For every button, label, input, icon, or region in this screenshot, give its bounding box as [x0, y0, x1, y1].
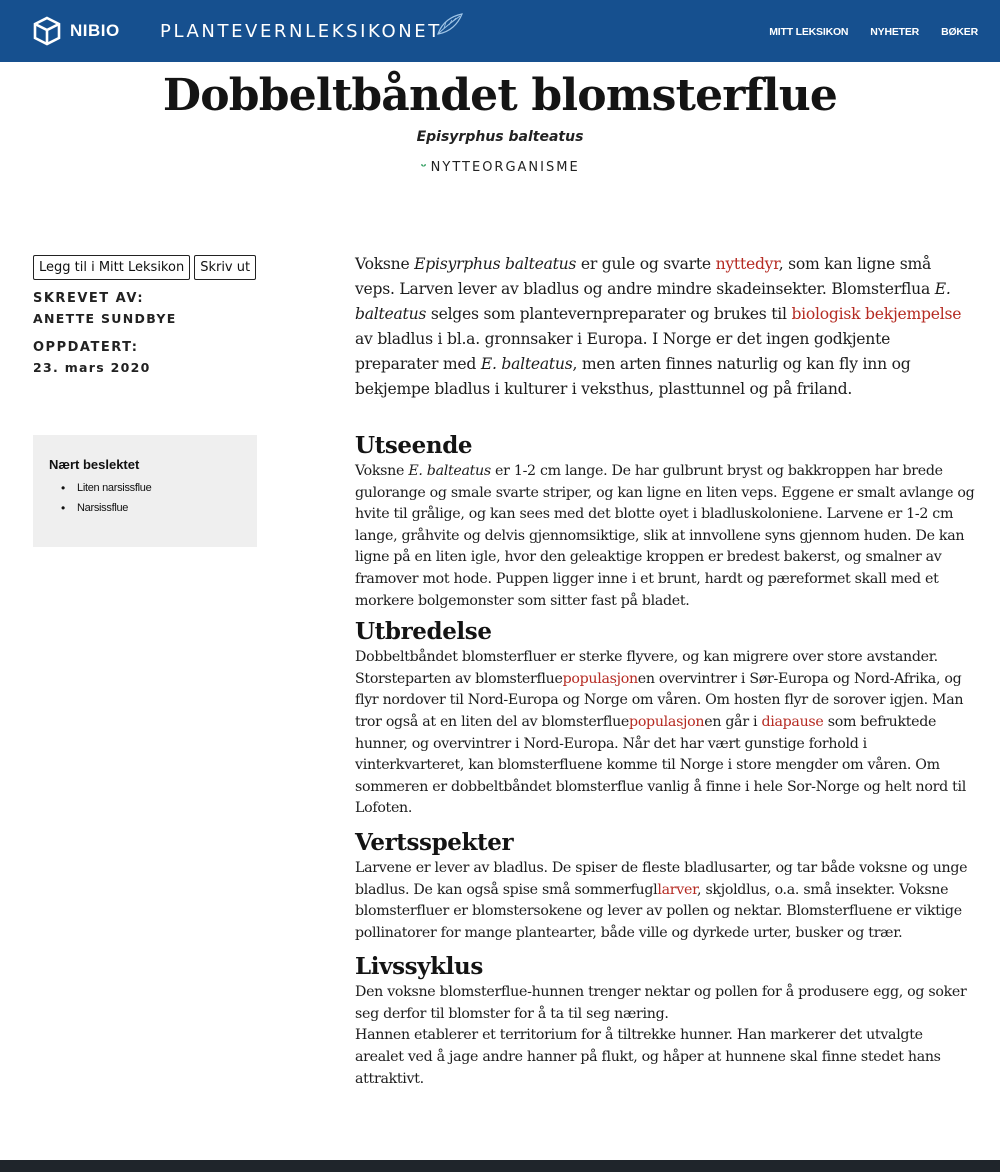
brand-name: NIBIO: [70, 21, 120, 40]
site-name-link[interactable]: [160, 20, 466, 42]
link-populasjon[interactable]: populasjon: [562, 670, 638, 687]
author-name: ANETTE SUNDBYE: [33, 311, 177, 326]
sidebar-actions: [33, 255, 256, 280]
related-title: Nært beslektet: [49, 457, 140, 472]
heading-vertsspekter: Vertsspekter: [355, 828, 514, 856]
link-populasjon-2[interactable]: populasjon: [629, 713, 705, 730]
related-box: [33, 435, 257, 547]
author-label: SKREVET AV:: [33, 291, 145, 306]
livssyklus-text-1: Den voksne blomsterflue-hunnen trenger nektar og pollen for å produsere egg, og soker seg derfor til blomster for å ta til seg næring.: [355, 984, 967, 1022]
related-item-liten-narsissflue[interactable]: • Liten narsissflue: [61, 482, 241, 494]
nav-boker[interactable]: BØKER: [941, 26, 978, 38]
updated-label: OPPDATERT:: [33, 340, 139, 355]
main-nav: [769, 26, 978, 38]
category-badge: [0, 160, 1000, 175]
link-biologisk-bekjempelse[interactable]: biologisk bekjempelse: [791, 305, 962, 323]
top-navigation-bar: [0, 0, 1000, 62]
heading-livssyklus: Livssyklus: [355, 953, 483, 981]
category-label: NYTTEORGANISME: [430, 160, 580, 175]
heading-utseende: Utseende: [355, 432, 473, 459]
link-diapause[interactable]: diapause: [761, 713, 824, 730]
utseende-text: Voksne E. balteatus er 1-2 cm lange. De har gulbrunt bryst og bakkroppen har brede gulorange og smale svarte striper, og kan ligne en liten veps. Eggene er smalt avlange og hvite til grålige, og kan sees med det blotte oyet i bladluskoloniene. Larvene er 1-2 cm lange, gråhvite og delvis gjennomsiktige, slik at innvollene syns gjennom huden. De kan ligne på en liten igle, hvor den geleaktige kroppen er bredest bakerst, og smalner av framover mot hode. Puppen ligger inne i et brunt, hardt og pæreformet skall med et morkere bolgemonster som sitter fast på bladet.: [355, 463, 975, 609]
add-to-lexicon-button[interactable]: Legg til i Mitt Leksikon: [33, 255, 190, 280]
related-list: [49, 482, 241, 514]
utbredelse-text: Dobbeltbåndet blomsterfluer er sterke flyvere, og kan migrere over store avstander. Storsteparten av blomsterfluepopulasjonen overvintrer i Sør-Europa og Nord-Afrika, og flyr nordover til Nord-Europa og Norge om våren. Om hosten flyr de sorover igjen. Man tror også at en liten del av blomsterfluepopulasjonen går i diapause som befruktede hunner, og overvintrer i Nord-Europa. Når det har vært gunstige forhold i vinterkvarteret, kan blomsterfluene komme til Norge i store mengder om våren. Om sommeren er dobbeltbåndet blomsterflue vanlig å finne i hele Sor-Norge og helt nord til Lofoten.: [355, 649, 966, 817]
site-name: PLANTEVERNLEKSIKONET: [160, 20, 442, 42]
nibio-logo-icon: [32, 16, 62, 46]
link-larver[interactable]: larver: [657, 881, 698, 898]
heading-utbredelse: Utbredelse: [355, 618, 492, 646]
page-title: Dobbeltbåndet blomsterflue: [162, 70, 838, 121]
related-item-narsissflue[interactable]: • Narsissflue: [61, 502, 241, 514]
leaf-icon: [432, 8, 466, 42]
updated-date: 23. mars 2020: [33, 360, 151, 375]
nibio-brand[interactable]: [32, 16, 120, 46]
link-nyttedyr[interactable]: nyttedyr: [715, 255, 779, 273]
latin-name: Episyrphus balteatus: [416, 129, 584, 145]
nav-nyheter[interactable]: NYHETER: [870, 26, 920, 38]
vertsspekter-text: Larvene er lever av bladlus. De spiser de fleste bladlusarter, og tar både voksne og unge bladlus. De kan også spise små sommerfugllarver, skjoldlus, o.a. små insekter. Voksne blomsterfluer er blomstersokene og lever av pollen og nektar. Blomsterfluene er viktige pollinatorer for mange plantearter, både ville og dyrkede urter, busker og trær.: [355, 859, 968, 941]
bottom-strip: [0, 1160, 1000, 1172]
intro-paragraph: Voksne Episyrphus balteatus er gule og svarte nyttedyr, som kan ligne små veps. Larven lever av bladlus og andre mindre skadeinsekter. Blomsterflua E. balteatus selges som plantevernpreparater og brukes til biologisk bekjempelse av bladlus i bl.a. gronnsaker i Europa. I Norge er det ingen godkjente preparater med E. balteatus, men arten finnes naturlig og kan fly inn og bekjempe bladlus i kulturer i veksthus, plasttunnel og på friland.: [355, 255, 962, 398]
livssyklus-text-2: Hannen etablerer et territorium for å tiltrekke hunner. Han markerer det utvalgte arealet ved å jage andre hanner på flukt, og håper at hunnene skal finne stedet hans attraktivt.: [355, 1027, 941, 1087]
smile-icon: ᵕ: [420, 160, 427, 175]
nav-mitt-leksikon[interactable]: MITT LEKSIKON: [769, 26, 849, 38]
article-body: [355, 252, 975, 1090]
print-button[interactable]: Skriv ut: [194, 255, 256, 280]
